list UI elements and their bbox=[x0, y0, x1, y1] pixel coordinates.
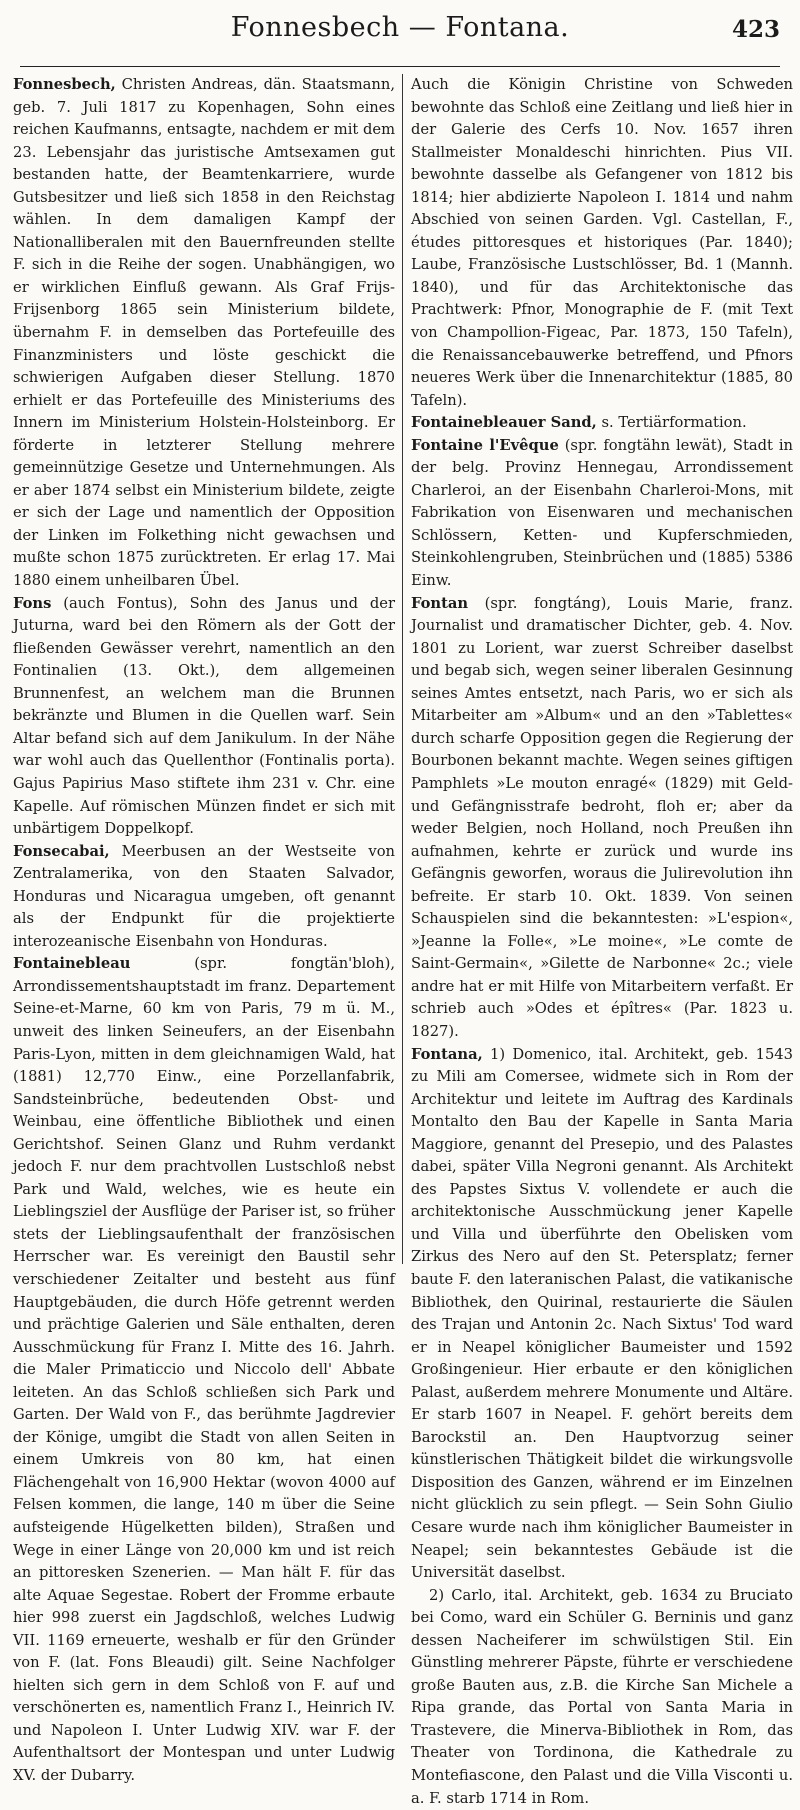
column-divider bbox=[402, 74, 403, 1264]
entry-text: (spr. fongtähn lewät), Stadt in der belg. Provinz Hennegau, Arrondissement Charleroi, an der Eisenbahn Charleroi-Mons, mit Fabrikation von Eisenwaren und mechanischen Schlössern, Ketten- und Kupferschmieden, Steinkohlengruben, Steinbrüchen und (1885) 5386 Einw. bbox=[411, 436, 793, 590]
page-header bbox=[0, 12, 800, 62]
headword: Fontainebleauer Sand, bbox=[411, 414, 597, 432]
headword: Fons bbox=[13, 594, 52, 612]
header-rule bbox=[20, 66, 780, 67]
entry-text: Christen Andreas, dän. Staatsmann, geb. 7. Juli 1817 zu Kopenhagen, Sohn eines reichen Kaufmanns, entsagte, nachdem er mit dem 23. Lebensjahr das juristische Amtsexamen gut bestanden hatte, der Beamtenkarriere, wurde Gutsbesitzer und ließ sich 1858 in den Reichstag wählen. In dem damaligen Kampf der Nationalliberalen mit den Bauernfreunden stellte F. sich in die Reihe der sogen. Unabhängigen, wo er wirklichen Einfluß gewann. Als Graf Frijs-Frijsenborg 1865 sein Ministerium bildete, übernahm F. in demselben das Portefeuille des Finanzministers und löste geschickt die schwierigen Aufgaben dieser Stellung. 1870 erhielt er das Portefeuille des Ministeriums des Innern im Ministerium Holstein-Holsteinborg. Er förderte in letzterer Stellung mehrere gemeinnützige Gesetze und Unternehmungen. Als er aber 1874 selbst ein Ministerium bildete, zeigte er sich der Lage und namentlich der Opposition der Linken im Folkething nicht gewachsen und mußte schon 1875 zurücktreten. Er erlag 17. Mai 1880 einem unheilbaren Übel. bbox=[13, 76, 395, 590]
entry-text: Meerbusen an der Westseite von Zentralamerika, von den Staaten Salvador, Honduras und Nicaragua umgeben, oft genannt als der Endpunkt für die projektierte interozeanische Eisenbahn von Honduras. bbox=[13, 842, 395, 950]
running-title: Fonnesbech — Fontana. bbox=[230, 12, 570, 43]
entry-fonsecabai bbox=[13, 841, 395, 954]
entry-text: Auch die Königin Christine von Schweden bewohnte das Schloß eine Zeitlang und ließ hier in der Galerie des Cerfs 10. Nov. 1657 ihren Stallmeister Monaldeschi hinrichten. Pius VII. bewohnte dasselbe als Gefangener von 1812 bis 1814; hier abdizierte Napoleon I. 1814 und nahm Abschied von seinen Garden. Vgl. Castellan, F., études pittoresques et historiques (Par. 1840); Laube, Französische Lustschlösser, Bd. 1 (Mannh. 1840), und für das Architektonische das Prachtwerk: Pfnor, Monographie de F. (mit Text von Champollion-Figeac, Par. 1873, 150 Tafeln), die Renaissancebauwerke betreffend, und Pfnors neueres Werk über die Innenarchitektur (1885, 80 Tafeln). bbox=[411, 76, 793, 409]
entry-text: (auch Fontus), Sohn des Janus und der Juturna, ward bei den Römern als der Gott der fließenden Gewässer verehrt, namentlich an den Fontinalien (13. Okt.), dem allgemeinen Brunnenfest, an welchem man die Brunnen bekränzte und Blumen in die Quellen warf. Sein Altar befand sich auf dem Janikulum. In der Nähe war wohl auch das Quellenthor (Fontinalis porta). Gajus Papirius Maso stiftete ihm 231 v. Chr. eine Kapelle. Auf römischen Münzen findet er sich mit unbärtigem Doppelkopf. bbox=[13, 594, 395, 838]
entry-text: (spr. fongtáng), Louis Marie, franz. Journalist und dramatischer Dichter, geb. 4. Nov. 1801 zu Lorient, war zuerst Schreiber daselbst und begab sich, wegen seiner liberalen Gesinnung seines Amtes entsetzt, nach Paris, wo er sich als Mitarbeiter am »Album« und an den »Tablettes« durch scharfe Opposition gegen die Regierung der Bourbonen bekannt machte. Wegen seines giftigen Pamphlets »Le mouton enragé« (1829) mit Geld- und Gefängnisstrafe bedroht, floh er; aber da weder Belgien, noch Holland, noch Preußen ihn aufnahmen, kehrte er zurück und wurde ins Gefängnis geworfen, woraus die Julirevolution ihn befreite. Er starb 10. Okt. 1839. Von seinen Schauspielen sind die bekanntesten: »L'espion«, »Jeanne la Folle«, »Le moine«, »Le comte de Saint-Germain«, »Gilette de Narbonne« 2c.; viele andre hat er mit Hilfe von Mitarbeitern verfaßt. Er schrieb auch »Odes et épîtres« (Par. 1823 u. 1827). bbox=[411, 594, 793, 1040]
entry-fontana-carlo bbox=[411, 1585, 793, 1810]
entry-text: 1) Domenico, ital. Architekt, geb. 1543 zu Mili am Comersee, widmete sich in Rom der Architektur und leitete im Auftrag des Kardinals Montalto den Bau der Kapelle in Santa Maria Maggiore, genannt del Presepio, und des Palastes dabei, später Villa Negroni genannt. Als Architekt des Papstes Sixtus V. vollendete er auch die architektonische Ausschmückung jener Kapelle und Villa und überführte den Obelisken vom Zirkus des Nero auf den St. Petersplatz; ferner baute F. den lateranischen Palast, die vatikanische Bibliothek, den Quirinal, restaurierte die Säulen des Trajan und Antonin 2c. Nach Sixtus' Tod ward er in Neapel königlicher Baumeister und 1592 Großingenieur. Hier erbaute er den königlichen Palast, außerdem mehrere Monumente und Altäre. Er starb 1607 in Neapel. F. gehört bereits dem Barockstil an. Den Hauptvorzug seiner künstlerischen Thätigkeit bildet die wirkungsvolle Disposition des Ganzen, während er im Einzelnen nicht glücklich zu sein pflegt. — Sein Sohn Giulio Cesare wurde nach ihm königlicher Baumeister in Neapel; sein bekanntestes Gebäude ist die Universität daselbst. bbox=[411, 1045, 793, 1582]
page-number: 423 bbox=[731, 16, 780, 43]
entry-fontaine-leveque bbox=[411, 435, 793, 593]
entry-fontan bbox=[411, 593, 793, 1044]
entry-fontana-domenico bbox=[411, 1044, 793, 1585]
right-column bbox=[411, 74, 793, 1807]
headword: Fontainebleau bbox=[13, 955, 131, 973]
headword: Fontaine l'Evêque bbox=[411, 436, 559, 454]
headword: Fontana, bbox=[411, 1045, 483, 1063]
entry-fonnesbech bbox=[13, 74, 395, 593]
entry-text: s. Tertiärformation. bbox=[596, 414, 747, 432]
entry-fons bbox=[13, 593, 395, 841]
left-column bbox=[13, 74, 395, 1785]
entry-text: (spr. fongtän'bloh), Arrondissementshauptstadt im franz. Departement Seine-et-Marne, 60 km von Paris, 79 m ü. M., unweit des linken Seineufers, an der Eisenbahn Paris-Lyon, mitten in dem gleichnamigen Wald, hat (1881) 12,770 Einw., eine Porzellanfabrik, Sandsteinbrüche, bedeutenden Obst- und Weinbau, eine öffentliche Bibliothek und einen Gerichtshof. Seinen Glanz und Ruhm verdankt jedoch F. nur dem prachtvollen Lustschloß nebst Park und Wald, welches, wie es heute ein Lieblingsziel der Ausflüge der Pariser ist, so früher stets der Lieblingsaufenthalt der französischen Herrscher war. Es vereinigt den Baustil sehr verschiedener Zeitalter und besteht aus fünf Hauptgebäuden, die durch Höfe getrennt werden und prächtige Galerien und Säle enthalten, deren Ausschmückung für Franz I. Mitte des 16. Jahrh. die Maler Primaticcio und Niccolo dell' Abbate leiteten. An das Schloß schließen sich Park und Garten. Der Wald von F., das berühmte Jagdrevier der Könige, umgibt die Stadt von allen Seiten in einem Umkreis von 80 km, hat einen Flächengehalt von 16,900 Hektar (wovon 4000 auf Felsen kommen, die lange, 140 m über die Seine aufsteigende Hügelketten bilden), Straßen und Wege in einer Länge von 20,000 km und ist reich an pittoresken Szenerien. — Man hält F. für das alte Aquae Segestae. Robert der Fromme erbaute hier 998 zuerst ein Jagdschloß, welches Ludwig VII. 1169 erneuerte, weshalb er für den Gründer von F. (lat. Fons Bleaudi) gilt. Seine Nachfolger hielten sich gern in dem Schloß von F. auf und verschönerten es, namentlich Franz I., Heinrich IV. und Napoleon I. Unter Ludwig XIV. war F. der Aufenthaltsort der Montespan und unter Ludwig XV. der Dubarry. bbox=[13, 955, 395, 1785]
entry-fontainebleau-continued bbox=[411, 74, 793, 412]
entry-text: 2) Carlo, ital. Architekt, geb. 1634 zu Bruciato bei Como, ward ein Schüler G. Berninis und ganz dessen Nacheiferer im schwülstigen Stil. Ein Günstling mehrerer Päpste, führte er verschiedene große Bauten aus, z.B. die Kirche San Michele a Ripa grande, das Portal von Santa Maria in Trastevere, die Minerva-Bibliothek in Rom, das Theater von Tordinona, die Kathedrale zu Montefiascone, den Palast und die Villa Visconti u. a. F. starb 1714 in Rom. bbox=[411, 1586, 793, 1807]
headword: Fonsecabai, bbox=[13, 842, 110, 860]
headword: Fonnesbech, bbox=[13, 76, 116, 93]
entry-fontainebleauer-sand bbox=[411, 412, 793, 435]
entry-fontainebleau bbox=[13, 953, 395, 1787]
headword: Fontan bbox=[411, 594, 469, 612]
